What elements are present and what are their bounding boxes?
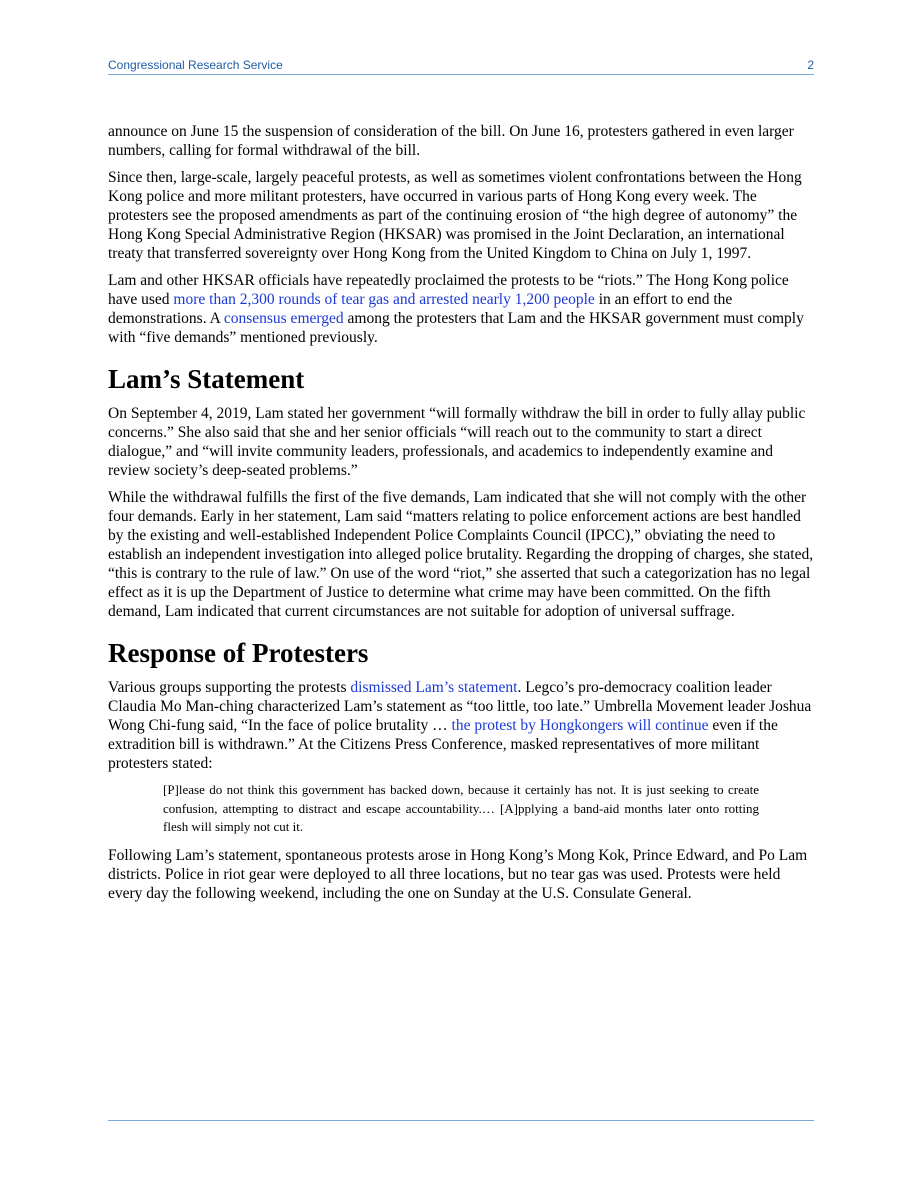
link-protest-will-continue[interactable]: the protest by Hongkongers will continue xyxy=(451,717,709,734)
paragraph-withdrawal: While the withdrawal fulfills the first of the five demands, Lam indicated that she will not comply with the other four demands. Early in her statement, Lam said “matters relating to police enforcement actions are best handled by the existing and well-established Independent Police Complaints Council (IPCC),” obviating the need to establish an independent investigation into alleged police brutality. Regarding the dropping of charges, she stated, “this is contrary to the rule of law.” On use of the word “riot,” she asserted that such a categorization has no legal effect as it is up the Department of Justice to determine what crime may have been committed. On the fifth demand, Lam indicated that current circumstances are not suitable for adoption of universal suffrage. xyxy=(108,489,814,620)
text-run: in an effort to end the demonstrations. A xyxy=(108,291,733,327)
page-number: 2 xyxy=(807,58,814,72)
footer-rule xyxy=(108,1120,814,1121)
document-body xyxy=(108,122,814,911)
paragraph-riots xyxy=(108,271,814,347)
link-tear-gas-arrests[interactable]: more than 2,300 rounds of tear gas and arrested nearly 1,200 people xyxy=(173,291,595,308)
header-rule xyxy=(108,74,814,75)
link-consensus-emerged[interactable]: consensus emerged xyxy=(223,310,344,327)
section-heading-lams-statement: Lam’s Statement xyxy=(108,364,305,394)
section-heading-response-of-protesters: Response of Protesters xyxy=(108,638,369,668)
paragraph-response xyxy=(108,678,814,773)
paragraph-following-statement: Following Lam’s statement, spontaneous protests arose in Hong Kong’s Mong Kok, Prince Edward, and Po Lam districts. Police in riot gear were deployed to all three locations, but no tear gas was used. Protests were held every day the following weekend, including the one on Sunday at the U.S. Consulate General. xyxy=(108,846,808,902)
header-org-name: Congressional Research Service xyxy=(108,58,283,72)
paragraph-protests: Since then, large-scale, largely peaceful protests, as well as sometimes violent confrontations between the Hong Kong police and more militant protesters, have occurred in various parts of Hong Kong every week. The protesters see the proposed amendments as part of the continuing erosion of “the high degree of autonomy” the Hong Kong Special Administrative Region (HKSAR) was promised in the Joint Declaration, an international treaty that transferred sovereignty over Hong Kong from the United Kingdom to China on July 1, 1997. xyxy=(108,169,802,262)
text-run: even if the extradition bill is withdrawn.” At the Citizens Press Conference, masked representatives of more militant protesters stated: xyxy=(108,717,778,772)
text-run: Lam and other HKSAR officials have repeatedly proclaimed the protests to be “riots.” The Hong Kong police have used xyxy=(108,272,789,308)
paragraph-continuation: announce on June 15 the suspension of consideration of the bill. On June 16, protesters gathered in even larger numbers, calling for formal withdrawal of the bill. xyxy=(108,123,794,159)
page-header xyxy=(108,58,814,72)
block-quote: [P]lease do not think this government has backed down, because it certainly has not. It is just seeking to create confusion, attempting to distract and escape accountability.… [A]pplying a band-aid months later onto rotting flesh will simply not cut it. xyxy=(163,782,759,834)
paragraph-lam-statement: On September 4, 2019, Lam stated her government “will formally withdraw the bill in order to fully allay public concerns.” She also said that she and her senior officials “will reach out to the community to start a direct dialogue,” and “will invite community leaders, professionals, and academics to independently examine and review society’s deep-seated problems.” xyxy=(108,405,806,479)
text-run: . Legco’s pro-democracy coalition leader Claudia Mo Man-ching characterized Lam’s statement as “too little, too late.” Umbrella Movement leader Joshua Wong Chi-fung said, “In the face of police brutality … xyxy=(108,679,812,734)
text-run: Various groups supporting the protests xyxy=(108,679,351,696)
text-run: among the protesters that Lam and the HKSAR government must comply with “five demands” mentioned previously. xyxy=(108,310,804,346)
link-dismissed-statement[interactable]: dismissed Lam’s statement xyxy=(350,679,518,696)
